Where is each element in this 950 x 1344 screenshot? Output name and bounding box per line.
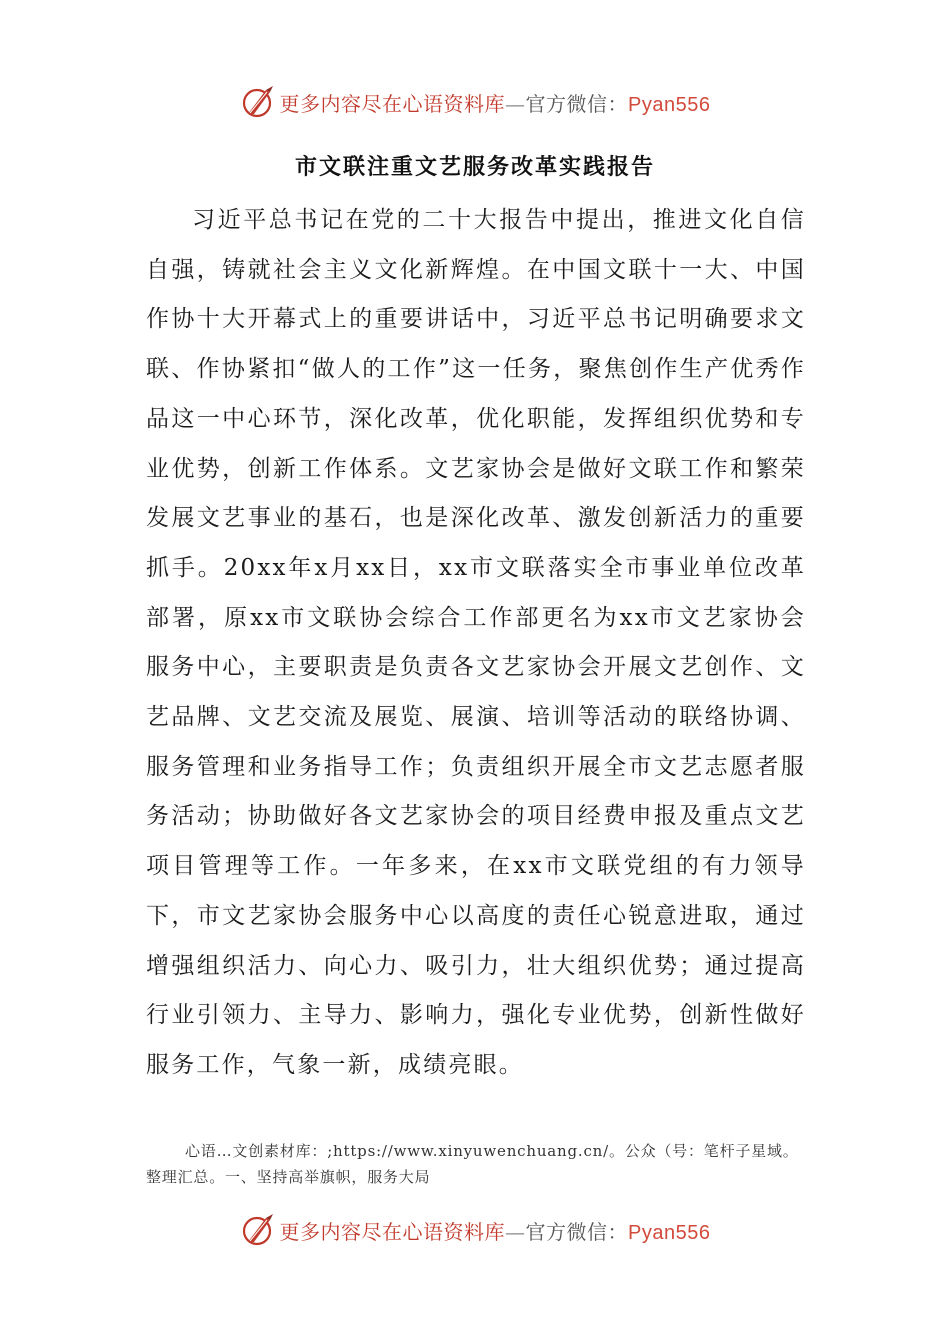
document-body-paragraph: 习近平总书记在党的二十大报告中提出，推进文化自信自强，铸就社会主义文化新辉煌。在中国文联十一大、中国作协十大开幕式上的重要讲话中，习近平总书记明确要求文联、作协紧扣“做人的工作”这一任务，聚焦创作生产优秀作品这一中心环节，深化改革，优化职能，发挥组织优势和专业优势，创新工作体系。文艺家协会是做好文联工作和繁荣发展文艺事业的基石，也是深化改革、激发创新活力的重要抓手。20xx年x月xx日，xx市文联落实全市事业单位改革部署，原xx市文联协会综合工作部更名为xx市文艺家协会服务中心，主要职责是负责各文艺家协会开展文艺创作、文艺品牌、文艺交流及展览、展演、培训等活动的联络协调、服务管理和业务指导工作；负责组织开展全市文艺志愿者服务活动；协助做好各文艺家协会的项目经费申报及重点文艺项目管理等工作。一年多来，在xx市文联党组的有力领导下，市文艺家协会服务中心以高度的责任心锐意进取，通过增强组织活力、向心力、吸引力，壮大组织优势；通过提高行业引领力、主导力、影响力，强化专业优势，创新性做好服务工作，气象一新，成绩亮眼。 <box>146 207 806 1078</box>
quill-pen-circle-icon <box>240 84 276 120</box>
watermark-text: 更多内容尽在心语资料库—官方微信：Pyan556 <box>279 91 711 116</box>
watermark-footer <box>0 1210 950 1250</box>
quill-pen-circle-icon <box>240 1212 276 1248</box>
watermark-header <box>0 82 950 122</box>
document-title: 市文联注重文艺服务改革实践报告 <box>294 154 655 180</box>
watermark-text: 更多内容尽在心语资料库—官方微信：Pyan556 <box>279 1219 711 1244</box>
source-note: 心语…文创素材库：;https://www.xinyuwenchuang.cn/。公众（号：笔杆子星域。整理汇总。一、坚持高举旗帜，服务大局 <box>146 1142 799 1186</box>
